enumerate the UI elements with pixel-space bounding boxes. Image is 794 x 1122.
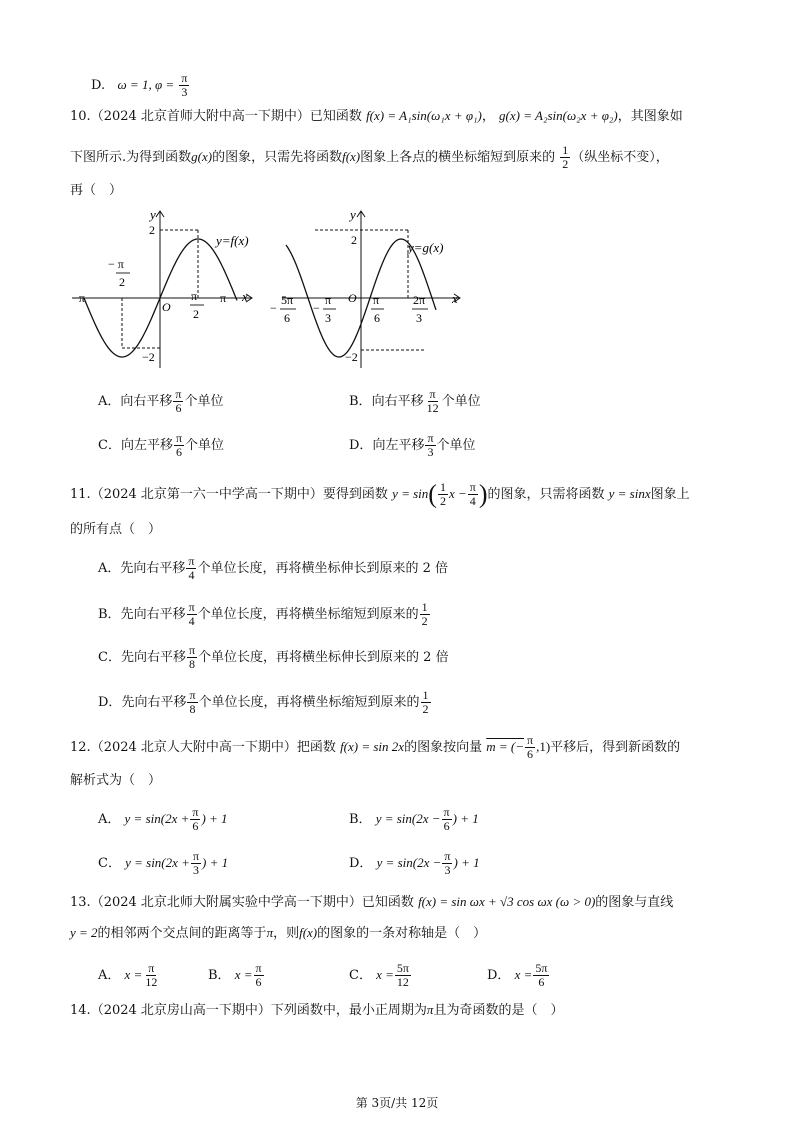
ymax-label: 2 [149,223,155,237]
neg-half-pi-num: − π [108,257,124,271]
curve-label: y=g(x) [408,240,444,255]
svg-text:2π: 2π [413,293,426,307]
q10-option-c[interactable]: C．向左平移 $\frac{\pi}{6}$ 个单位 [98,431,225,459]
page-footer: 第 3页/共 12页 [355,1096,439,1110]
ymax-label: 2 [351,233,357,247]
svg-text:π: π [373,293,380,307]
q13-stem-line1: 13.（2024 北京北师大附属实验中学高一下期中）已知函数 f(x) = sin ωx + √3 cos ωx (ω > 0)的图象与直线 [70,894,674,910]
q10-stem-line1: 10.（2024 北京首师大附中高一下期中）已知函数 f(x) = A₁sin(ω₁x + φ₁)， g(x) = A₂sin(ω₂x + φ₂)，其图象如 [70,108,683,124]
pi-label: π [220,291,227,305]
q11-stem-line2: 的所有点（ ） [70,522,162,537]
q14-stem: 14.（2024 北京房山高一下期中）下列函数中，最小正周期为π且为奇函数的是（ ） [70,1002,564,1018]
q12-stem-line2: 解析式为（ ） [70,773,162,788]
q11-option-a[interactable]: A．先向右平移 $\frac{\pi}{4}$ 个单位长度，再将横坐标伸长到原来的 2 倍 [98,554,449,582]
q12-option-c[interactable]: C． y = sin(2x + $\frac{\pi}{3}$ ) + 1 [98,849,229,877]
svg-text:−: − [313,301,320,315]
fraction: $\frac{1}{2}$ [562,143,569,171]
ymin-label: −2 [142,350,155,364]
neg-pi-label: −π [72,291,85,305]
x-label: x [242,289,248,304]
svg-text:π: π [325,293,332,307]
q13-option-c[interactable]: C． x = $\frac{5\pi}{12}$ [349,961,409,989]
q13-option-a[interactable]: A． x = $\frac{\pi}{12}$ [98,961,158,989]
origin-label: O [348,291,357,305]
graph-f [70,205,265,375]
fraction: $\frac{\pi}{3}$ [181,71,188,99]
svg-text:6: 6 [284,311,290,325]
q11-option-b[interactable]: B．先向右平移 $\frac{\pi}{4}$ 个单位长度，再将横坐标缩短到原来的 $\frac{1}{2}$ [98,600,428,628]
y-label: y [350,207,356,222]
q10-stem-line2: 下图所示.为得到函数g(x)的图象，只需先将函数f(x)图象上各点的横坐标缩短到原来的 $\frac{1}{2}$ （纵坐标不变）， [70,143,669,171]
q13-option-b[interactable]: B． x = $\frac{\pi}{6}$ [208,961,262,989]
half-pi-den: 2 [193,307,199,321]
q12-option-d[interactable]: D． y = sin(2x − $\frac{\pi}{3}$ ) + 1 [349,849,480,877]
svg-text:−: − [270,301,277,315]
y-label: y [150,207,156,222]
q12-stem-line1: 12.（2024 北京人大附中高一下期中）把函数 f(x) = sin 2x的图象按向量 m = (− $\frac{\pi}{6}$ ,1)平移后，得到新函数的 [70,733,681,761]
q13-stem-line2: y = 2的相邻两个交点间的距离等于π，则f(x)的图象的一条对称轴是（ ） [70,925,487,941]
q10-option-b[interactable]: B．向右平移 $\frac{\pi}{12}$ 个单位 [349,387,481,415]
curve-label: y=f(x) [216,233,249,248]
svg-text:5π: 5π [281,293,294,307]
svg-text:6: 6 [374,311,380,325]
graph-g [268,205,468,375]
q10-option-a[interactable]: A．向右平移 $\frac{\pi}{6}$ 个单位 [98,387,224,415]
q12-option-b[interactable]: B． y = sin(2x − $\frac{\pi}{6}$ ) + 1 [349,805,479,833]
origin-label: O [162,300,171,314]
q13-option-d[interactable]: D． x = $\frac{5\pi}{6}$ [487,961,548,989]
neg-half-pi-den: 2 [119,275,125,289]
ymin-label: −2 [345,350,358,364]
q11-option-c[interactable]: C．先向右平移 $\frac{\pi}{8}$ 个单位长度，再将横坐标伸长到原来的 2 倍 [98,643,449,671]
x-label: x [452,291,458,306]
q11-option-d[interactable]: D．先向右平移 $\frac{\pi}{8}$ 个单位长度，再将横坐标缩短到原来的 $\frac{1}{2}$ [98,688,429,716]
half-pi-num: π [191,289,198,303]
q9-option-d: D. ω = 1, φ = $\frac{\pi}{3}$ [91,71,188,99]
q10-option-d[interactable]: D．向左平移 $\frac{\pi}{3}$ 个单位 [349,431,476,459]
q12-option-a[interactable]: A． y = sin(2x + $\frac{\pi}{6}$ ) + 1 [98,805,228,833]
q11-stem-line1: 11.（2024 北京第一六一中学高一下期中）要得到函数 y = sin( $\frac{1}{2}$ x − $\frac{\pi}{4}$ )的图象，只需将函数 y = sinx图象上 [70,479,690,509]
q10-stem-line3: 再（ ） [70,183,123,198]
svg-text:3: 3 [416,311,422,325]
svg-text:3: 3 [325,311,331,325]
